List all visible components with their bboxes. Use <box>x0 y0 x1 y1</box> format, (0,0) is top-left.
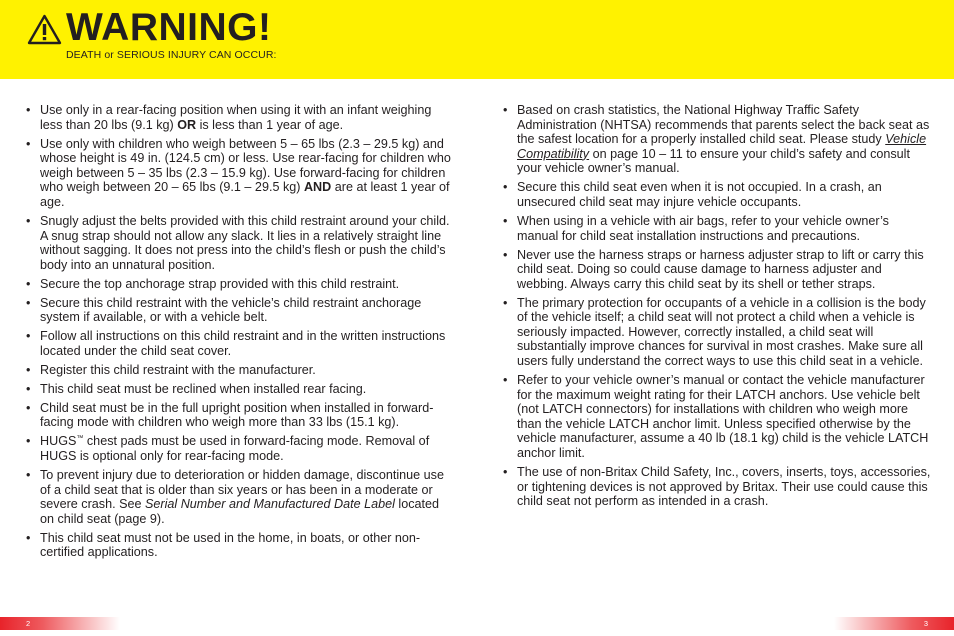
left-column <box>26 103 454 564</box>
warning-banner <box>0 0 954 79</box>
footer-bar-right <box>834 617 954 630</box>
page-number-left: 2 <box>26 619 31 628</box>
warning-title: WARNING! <box>66 6 272 49</box>
footer-bar-left <box>0 617 120 630</box>
warning-item: • Secure this child restraint with the vehicle’s child restraint anchorage system if available, or with a vehicle belt. <box>26 296 454 325</box>
warning-item: • Use only in a rear-facing position when using it with an infant weighing less than 20 lbs (9.1 kg) OR is less than 1 year of age. <box>26 103 454 132</box>
warning-item: • Snugly adjust the belts provided with this child restraint around your child. A snug strap should not allow any slack. It lies in a relatively straight line without sagging. It does not press into the child’s flesh or push the child’s body into an unnatural position. <box>26 214 454 272</box>
warning-subtitle: DEATH or SERIOUS INJURY CAN OCCUR: <box>66 49 277 61</box>
trademark-symbol: ™ <box>76 435 84 443</box>
warning-item: • Based on crash statistics, the National Highway Traffic Safety Administration (NHTSA) recommends that parents select the back seat as the safest location for a properly installed child seat. Please study Vehicle Compatibility on page 10 – 11 to ensure your child’s safety and consult your vehicle owner’s manual. <box>503 103 933 176</box>
emphasis-text: OR <box>177 117 197 132</box>
right-column <box>503 103 933 513</box>
warning-item: • Child seat must be in the full upright position when installed in forward-facing mode with children who weigh more than 33 lbs (15.1 kg). <box>26 401 454 430</box>
right-warning-list <box>503 103 933 509</box>
warning-item: • This child seat must be reclined when installed rear facing. <box>26 382 454 397</box>
warning-item: • This child seat must not be used in the home, in boats, or other non-certified applications. <box>26 531 454 560</box>
left-warning-list <box>26 103 454 560</box>
warning-item: • HUGS™ chest pads must be used in forward-facing mode. Removal of HUGS is optional only for rear-facing mode. <box>26 434 454 463</box>
emphasis-text: AND <box>303 180 332 195</box>
reference-text: Serial Number and Manufactured Date Label <box>145 497 395 512</box>
warning-item: • When using in a vehicle with air bags, refer to your vehicle owner’s manual for child seat installation instructions and precautions. <box>503 214 933 243</box>
reference-link: Vehicle Compatibility <box>517 132 927 161</box>
warning-item: • Never use the harness straps or harness adjuster strap to lift or carry this child seat. Doing so could cause damage to harness adjuster and webbing. Always carry this child seat by its shell or tether straps. <box>503 248 933 292</box>
warning-triangle-icon <box>27 14 62 45</box>
warning-item: • Refer to your vehicle owner’s manual or contact the vehicle manufacturer for the maximum weight rating for their LATCH anchors. Use vehicle belt (not LATCH connectors) for installations with children who weigh more than the vehicle LATCH anchor limit. Unless specified otherwise by the vehicle manufacturer, assume a 40 lb (18.1 kg) child is the vehicle LATCH anchor limit. <box>503 373 933 461</box>
warning-item: • The primary protection for occupants of a vehicle in a collision is the body of the vehicle itself; a child seat will not protect a child when a vehicle is seriously impacted. However, correctly installed, a child seat will substantially improve chances for survival in most crashes. Make sure all users fully understand the correct ways to use this child seat in a vehicle. <box>503 296 933 369</box>
warning-item: • Follow all instructions on this child restraint and in the written instructions located under the child seat cover. <box>26 329 454 358</box>
warning-item: • Use only with children who weigh between 5 – 65 lbs (2.3 – 29.5 kg) and whose height is 49 in. (124.5 cm) or less. Use rear-facing for children who weigh between 5 – 35 lbs (2.3 – 15.9 kg). Use forward-facing for children who weigh between 20 – 65 lbs (9.1 – 29.5 kg) AND are at least 1 year of age. <box>26 137 454 210</box>
warning-item: • The use of non-Britax Child Safety, Inc., covers, inserts, toys, accessories, or tightening devices is not approved by Britax. Their use could cause this child seat not perform as intended in a crash. <box>503 465 933 509</box>
warning-item: • To prevent injury due to deterioration or hidden damage, discontinue use of a child seat that is older than six years or has been in a moderate or severe crash. See Serial Number and Manufactured Date Label located on child seat (page 9). <box>26 468 454 526</box>
warning-item: • Secure the top anchorage strap provided with this child restraint. <box>26 277 454 292</box>
page-number-right: 3 <box>923 619 928 628</box>
warning-item: • Secure this child seat even when it is not occupied. In a crash, an unsecured child seat may injure vehicle occupants. <box>503 180 933 209</box>
warning-item: • Register this child restraint with the manufacturer. <box>26 363 454 378</box>
